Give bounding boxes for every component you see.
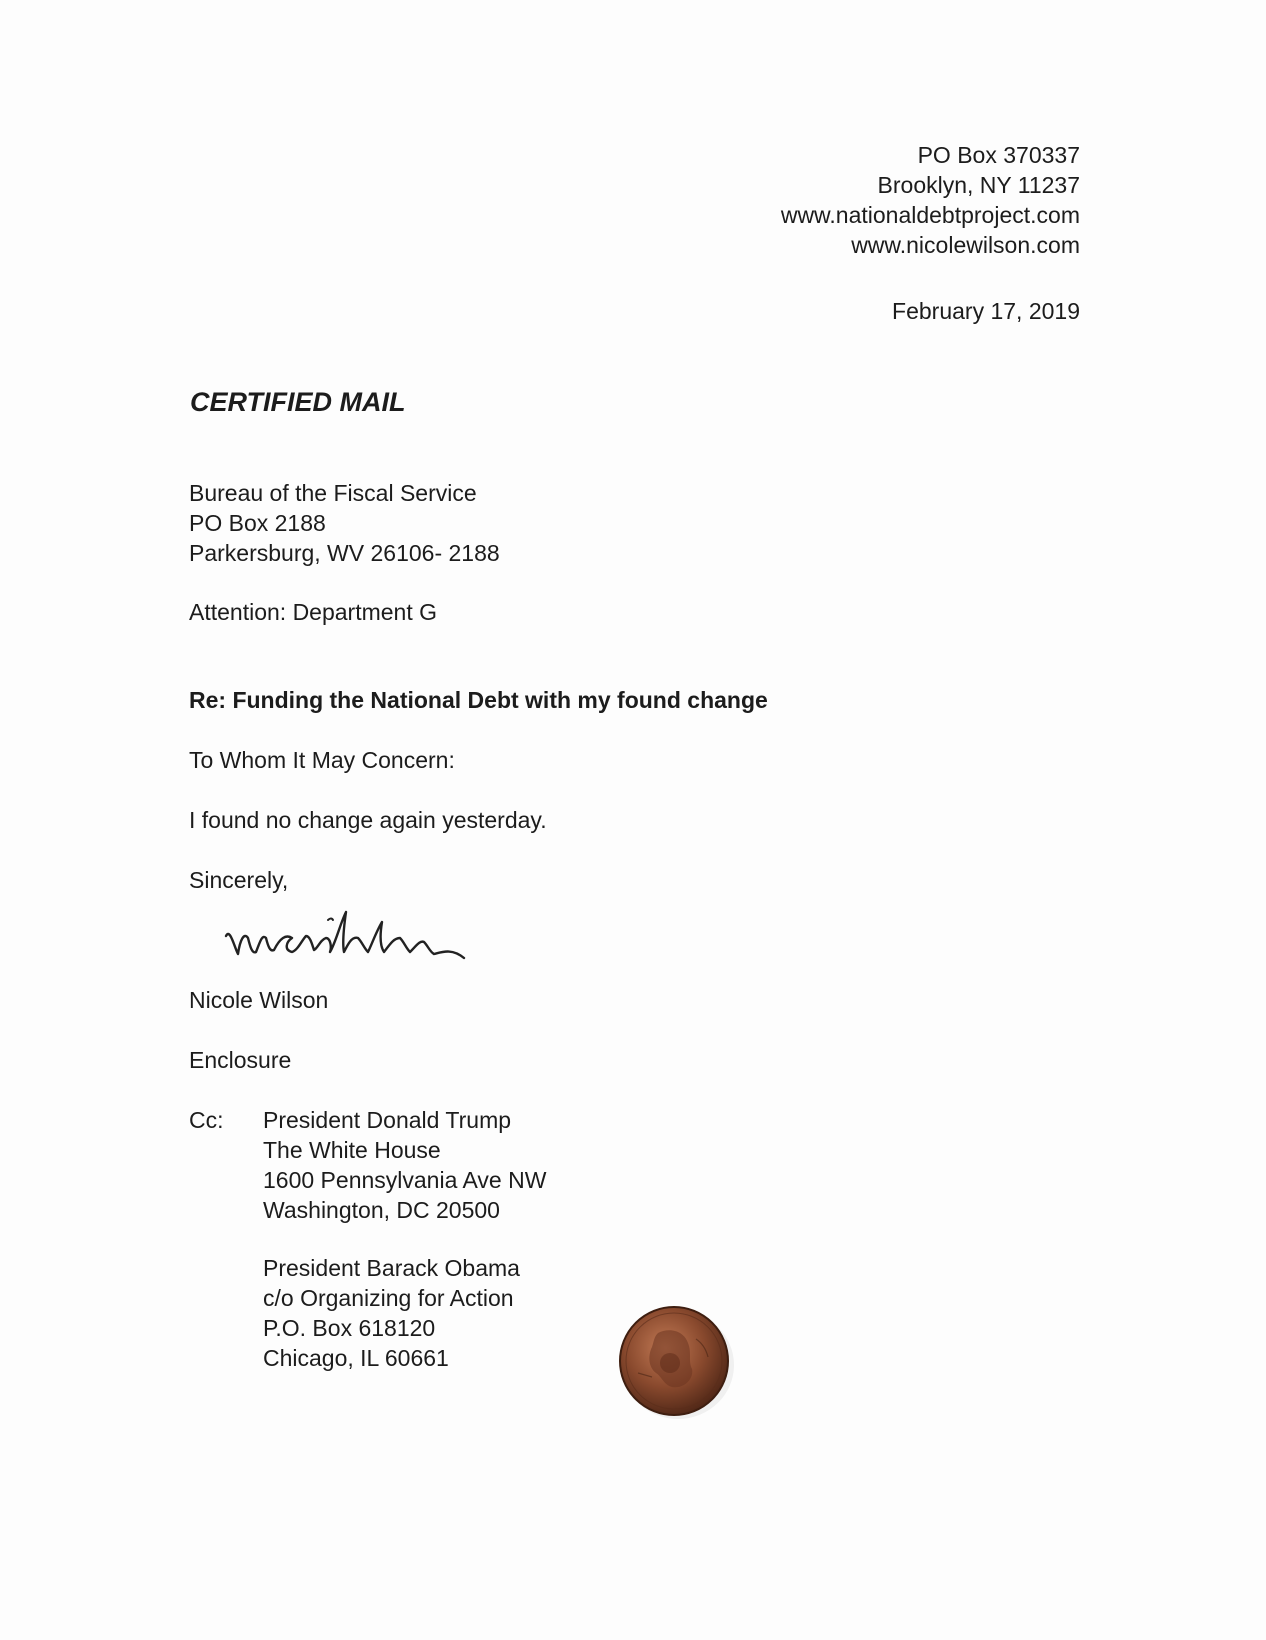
enclosure-note: Enclosure bbox=[189, 1047, 292, 1073]
cc-address-line: President Barack Obama bbox=[263, 1255, 520, 1281]
sender-website-link: www.nicolewilson.com bbox=[851, 232, 1080, 258]
recipient-address-line: Bureau of the Fiscal Service bbox=[189, 480, 477, 506]
sender-website-link: www.nationaldebtproject.com bbox=[780, 202, 1080, 228]
cc-address-line: 1600 Pennsylvania Ave NW bbox=[263, 1167, 547, 1193]
recipient-address-line: Parkersburg, WV 26106- 2188 bbox=[189, 540, 500, 566]
recipient-address-line: PO Box 2188 bbox=[189, 510, 326, 536]
recipient-address bbox=[189, 478, 500, 568]
subject-line: Re: Funding the National Debt with my found change bbox=[189, 687, 768, 713]
cc-label: Cc: bbox=[189, 1107, 224, 1133]
cc-recipient bbox=[263, 1105, 546, 1225]
sender-address-line: Brooklyn, NY 11237 bbox=[877, 172, 1080, 198]
cc-address-line: Chicago, IL 60661 bbox=[263, 1345, 449, 1371]
signer-name: Nicole Wilson bbox=[189, 987, 329, 1013]
cc-address-line: c/o Organizing for Action bbox=[263, 1285, 514, 1311]
cc-address-line: Washington, DC 20500 bbox=[263, 1197, 500, 1223]
penny-coin-icon bbox=[618, 1303, 734, 1419]
attention-line: Attention: Department G bbox=[189, 599, 438, 625]
cc-address-line: P.O. Box 618120 bbox=[263, 1315, 436, 1341]
sender-address-line: PO Box 370337 bbox=[917, 142, 1080, 168]
cc-address-line: President Donald Trump bbox=[263, 1107, 512, 1133]
salutation: To Whom It May Concern: bbox=[189, 747, 455, 773]
cc-address-line: The White House bbox=[263, 1137, 441, 1163]
handwritten-signature bbox=[222, 898, 502, 968]
certified-mail-heading: CERTIFIED MAIL bbox=[190, 387, 406, 417]
cc-recipient bbox=[263, 1253, 520, 1373]
letter-date: February 17, 2019 bbox=[892, 298, 1080, 324]
letter-body: I found no change again yesterday. bbox=[189, 807, 547, 833]
sender-address bbox=[781, 140, 1080, 260]
closing: Sincerely, bbox=[189, 867, 289, 893]
